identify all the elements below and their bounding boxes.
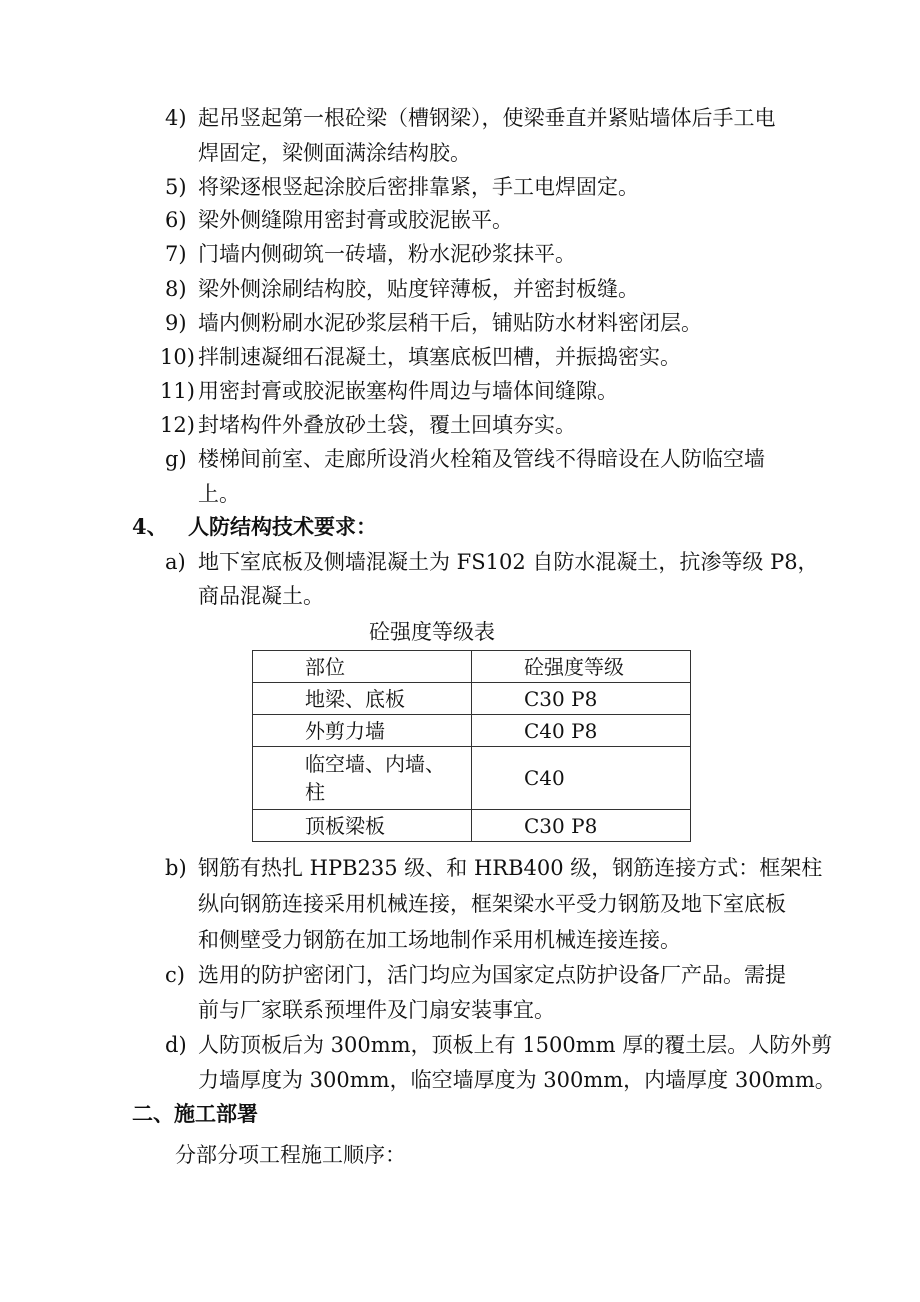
strength-grade-table [252, 650, 691, 842]
list-item-text: 和侧壁受力钢筋在加工场地制作采用机械连接连接。 [198, 928, 681, 952]
table-header-row [253, 651, 691, 683]
list-item-text: 墙内侧粉刷水泥砂浆层稍干后，铺贴防水材料密闭层。 [198, 311, 702, 335]
table-cell-part: 外剪力墙 [253, 715, 472, 747]
section-heading: 二、施工部署 [132, 1101, 258, 1126]
table-cell-part-line: 柱 [305, 780, 325, 804]
list-marker: 10) [160, 345, 195, 369]
list-item-text: 梁外侧涂刷结构胶，贴度锌薄板，并密封板缝。 [198, 277, 639, 301]
table-row [253, 683, 691, 715]
table-header-cell: 砼强度等级 [472, 651, 691, 683]
list-marker: 8) [165, 277, 187, 301]
list-item-text: 梁外侧缝隙用密封膏或胶泥嵌平。 [198, 208, 513, 232]
list-item-text: 将梁逐根竖起涂胶后密排靠紧，手工电焊固定。 [198, 175, 639, 199]
list-item-text: 钢筋有热扎 HPB235 级、和 HRB400 级，钢筋连接方式：框架柱 [198, 856, 823, 880]
list-item-text: 用密封膏或胶泥嵌塞构件周边与墙体间缝隙。 [198, 379, 618, 403]
table-row [253, 715, 691, 747]
list-item-text: 商品混凝土。 [198, 584, 324, 608]
list-marker: 6) [165, 208, 187, 232]
table-cell-grade: C30 P8 [472, 683, 691, 715]
list-item-text: 起吊竖起第一根砼梁（槽钢梁），使梁垂直并紧贴墙体后手工电 [198, 106, 776, 130]
list-item-text: 前与厂家联系预埋件及门扇安装事宜。 [198, 998, 555, 1022]
list-item-text: 封堵构件外叠放砂土袋，覆土回填夯实。 [198, 413, 576, 437]
table-header-cell: 部位 [253, 651, 472, 683]
list-item-text: 楼梯间前室、走廊所设消火栓箱及管线不得暗设在人防临空墙 [198, 447, 765, 471]
list-marker: 11) [160, 379, 195, 403]
list-marker: g) [165, 447, 187, 471]
list-marker: 4) [165, 106, 187, 130]
list-item-text: 力墙厚度为 300mm，临空墙厚度为 300mm，内墙厚度 300mm。 [198, 1068, 836, 1092]
list-item-text: 门墙内侧砌筑一砖墙，粉水泥砂浆抹平。 [198, 242, 576, 266]
section-number: 4、 [132, 514, 168, 539]
table-cell-part [253, 747, 472, 810]
list-item-text: 拌制速凝细石混凝土，填塞底板凹槽，并振捣密实。 [198, 345, 681, 369]
list-item-text: 地下室底板及侧墙混凝土为 FS102 自防水混凝土，抗渗等级 P8， [198, 550, 819, 574]
table-cell-grade: C40 P8 [472, 715, 691, 747]
body-paragraph: 分部分项工程施工顺序： [175, 1143, 406, 1167]
list-item-text: 纵向钢筋连接采用机械连接，框架梁水平受力钢筋及地下室底板 [198, 892, 786, 916]
list-marker: 9) [165, 311, 187, 335]
table-caption: 砼强度等级表 [369, 620, 495, 644]
table-cell-part: 顶板梁板 [253, 810, 472, 842]
table-cell-part: 地梁、底板 [253, 683, 472, 715]
list-marker: d) [165, 1033, 187, 1057]
table-cell-part-line: 临空墙、内墙、 [305, 752, 445, 776]
table-row [253, 747, 691, 810]
list-item-text: 选用的防护密闭门，活门均应为国家定点防护设备厂产品。需提 [198, 963, 786, 987]
list-marker: 12) [160, 413, 195, 437]
table-cell-grade: C30 P8 [472, 810, 691, 842]
table-cell-grade: C40 [472, 747, 691, 810]
list-marker: 7) [165, 242, 187, 266]
section-heading: 人防结构技术要求： [188, 514, 377, 539]
list-item-text: 上。 [198, 482, 240, 506]
list-marker: b) [165, 856, 187, 880]
list-marker: a) [165, 550, 186, 574]
table-row [253, 810, 691, 842]
list-marker: 5) [165, 175, 187, 199]
list-item-text: 人防顶板后为 300mm，顶板上有 1500mm 厚的覆土层。人防外剪 [198, 1033, 833, 1057]
list-item-text: 焊固定，梁侧面满涂结构胶。 [198, 141, 471, 165]
list-marker: c) [165, 963, 185, 987]
